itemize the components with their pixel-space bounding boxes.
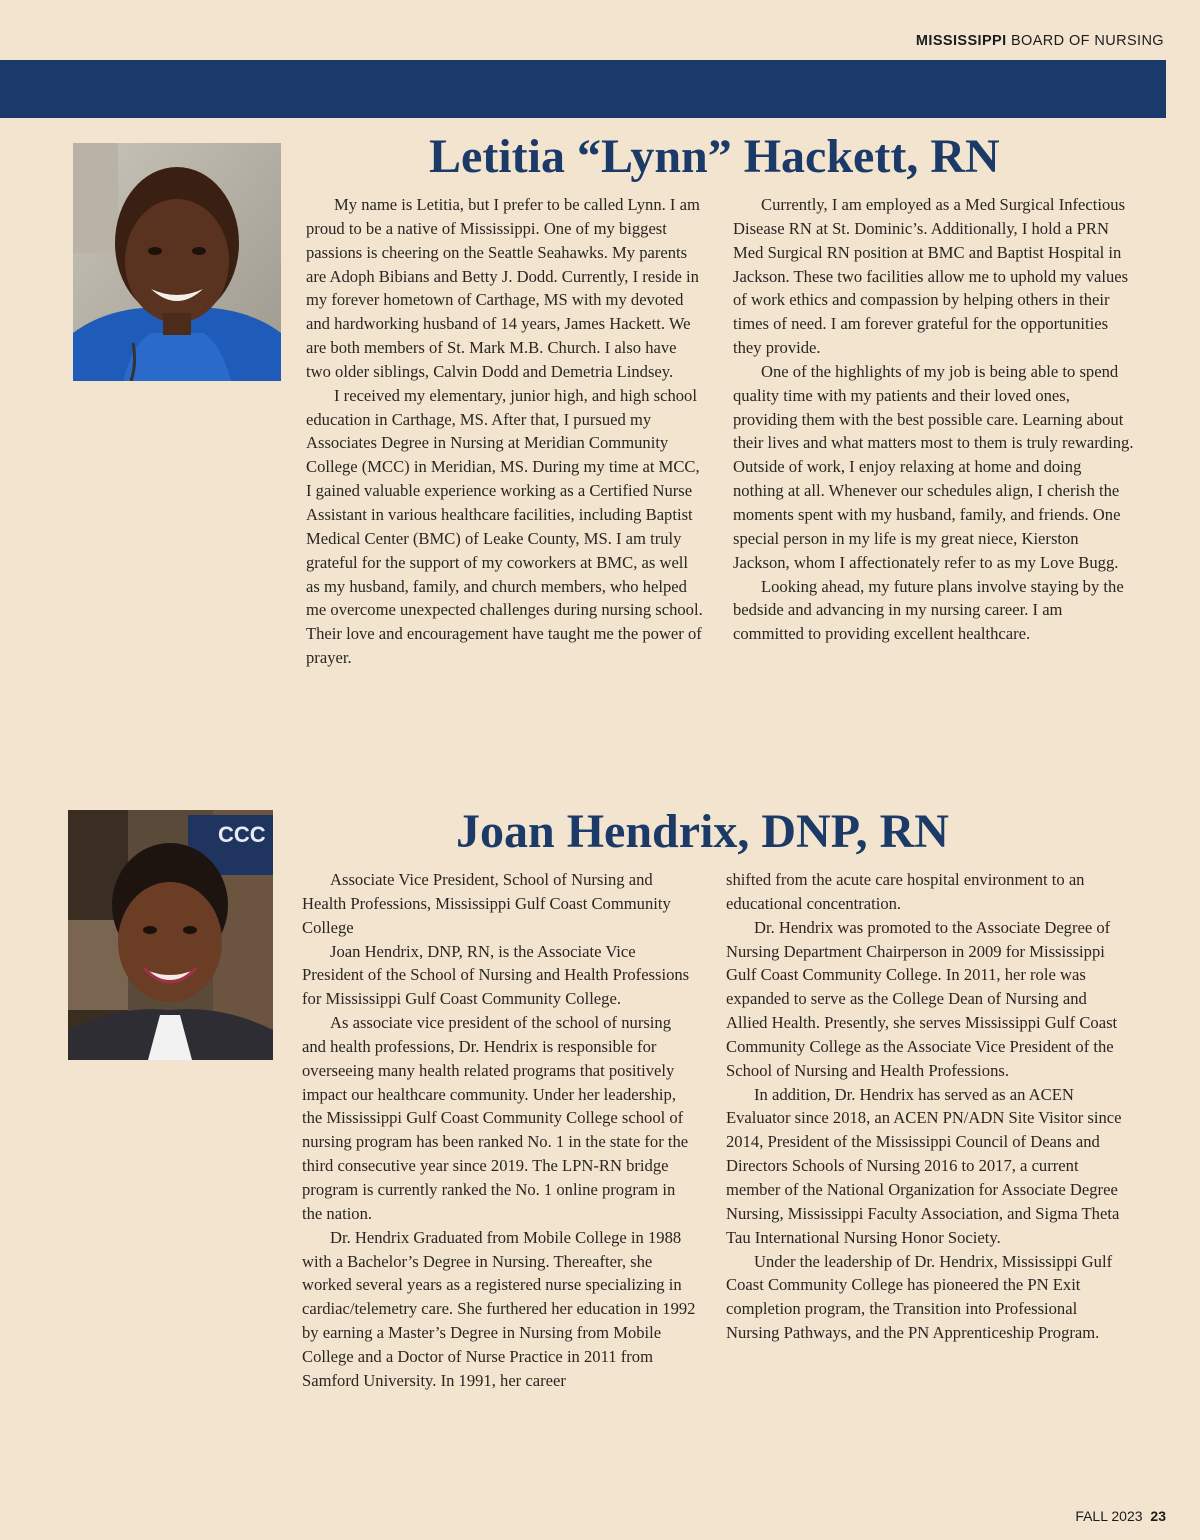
publication-header [916,33,1164,49]
issue-label: FALL 2023 [1075,1508,1143,1524]
hendrix-name-heading: Joan Hendrix, DNP, RN [456,805,949,858]
header-brand-rest: BOARD OF NURSING [1010,33,1164,49]
hendrix-portrait-image [68,810,273,1060]
hackett-paragraph: Looking ahead, my future plans involve staying by the bedside and advancing in my nursing career. I am committed to providing excellent healthcare. [733,576,1124,644]
hackett-left-column [306,193,704,670]
hendrix-paragraph: Associate Vice President, School of Nursing and Health Professions, Mississippi Gulf Coast Community College [302,870,671,937]
header-banner [0,60,1166,118]
hackett-paragraph: I received my elementary, junior high, and high school education in Carthage, MS. After that, I pursued my Associates Degree in Nursing at Meridian Community College (MCC) in Meridian, MS. During my time at MCC, I gained valuable experience working as a Certified Nurse Assistant in various healthcare facilities, including Baptist Medical Center (BMC) of Leake County, MS. I am truly grateful for the support of my coworkers at BMC, as well as my husband, family, and church members, who helped me overcome unexpected challenges during nursing school. Their love and encouragement have taught me the power of prayer. [306,385,703,668]
hendrix-paragraph: Dr. Hendrix Graduated from Mobile College in 1988 with a Bachelor’s Degree in Nursing. Thereafter, she worked several years as a registered nurse specializing in cardiac/telemetry care. She furthered her education in 1992 by earning a Master’s Degree in Nursing from Mobile College and a Doctor of Nurse Practice in 2011 from Samford University. In 1991, her career [302,1227,696,1390]
hackett-paragraph: My name is Letitia, but I prefer to be called Lynn. I am proud to be a native of Mississippi. One of my biggest passions is cheering on the Seattle Seahawks. My parents are Adoph Bibians and Betty J. Dodd. Currently, I reside in my forever hometown of Carthage, MS with my devoted and hardworking husband of 14 years, James Hackett. We are both members of St. Mark M.B. Church. I also have two older siblings, Calvin Dodd and Demetria Lindsey. [306,195,700,381]
hendrix-paragraph: As associate vice president of the school of nursing and health professions, Dr. Hendrix is responsible for overseeing many health related programs that positively impact our healthcare community. Under her leadership, the Mississippi Gulf Coast Community College school of nursing program has been ranked No. 1 in the state for the third consecutive year since 2019. The LPN-RN bridge program is currently ranked the No. 1 online program in the nation. [302,1013,689,1223]
page-footer [1075,1508,1166,1524]
hendrix-paragraph: Dr. Hendrix was promoted to the Associate Degree of Nursing Department Chairperson in 2009 for Mississippi Gulf Coast Community College. In 2011, her role was expanded to serve as the College Dean of Nursing and Allied Health. Presently, she serves Mississippi Gulf Coast Community College as the Associate Vice President of the School of Nursing and Health Professions. [726,917,1118,1080]
hendrix-portrait-photo [68,810,273,1060]
hackett-name-heading: Letitia “Lynn” Hackett, RN [429,130,1000,183]
hackett-portrait-image [73,143,281,381]
hendrix-paragraph: Under the leadership of Dr. Hendrix, Mississippi Gulf Coast Community College has pioneered the PN Exit completion program, the Transition into Professional Nursing Pathways, and the PN Apprenticeship Program. [726,1251,1113,1343]
photo-sign-text: CCC [218,822,266,847]
header-brand-bold: MISSISSIPPI [915,33,1007,49]
hendrix-paragraph: shifted from the acute care hospital environment to an educational concentration. [726,870,1085,913]
hackett-paragraph: Currently, I am employed as a Med Surgical Infectious Disease RN at St. Dominic’s. Additionally, I hold a PRN Med Surgical RN position at BMC and Baptist Hospital in Jackson. These two facilities allow me to uphold my values of work ethics and compassion by helping others in their times of need. I am forever grateful for the opportunities they provide. [733,195,1129,358]
hackett-paragraph: One of the highlights of my job is being able to spend quality time with my patients and their loved ones, providing them with the best possible care. Learning about their lives and what matters most to them is truly rewarding. Outside of work, I enjoy relaxing at home and doing nothing at all. Whenever our schedules align, I cherish the moments spent with my husband, family, and friends. One special person in my life is my great niece, Kierston Jackson, whom I affectionately refer to as my Love Bugg. [733,361,1134,572]
page-number: 23 [1150,1508,1166,1524]
hendrix-left-column [302,868,698,1393]
hackett-portrait-photo [73,143,281,381]
hendrix-paragraph: Joan Hendrix, DNP, RN, is the Associate Vice President of the School of Nursing and Health Professions for Mississippi Gulf Coast Community College. [302,941,690,1009]
hendrix-right-column [726,868,1124,1345]
hendrix-paragraph: In addition, Dr. Hendrix has served as an ACEN Evaluator since 2018, an ACEN PN/ADN Site Visitor since 2014, President of the Mississippi Council of Deans and Directors Schools of Nursing 2016 to 2017, a current member of the National Organization for Associate Degree Nursing, Mississippi Faculty Association, and Sigma Theta Tau International Nursing Honor Society. [726,1084,1122,1247]
hackett-right-column [733,193,1135,646]
